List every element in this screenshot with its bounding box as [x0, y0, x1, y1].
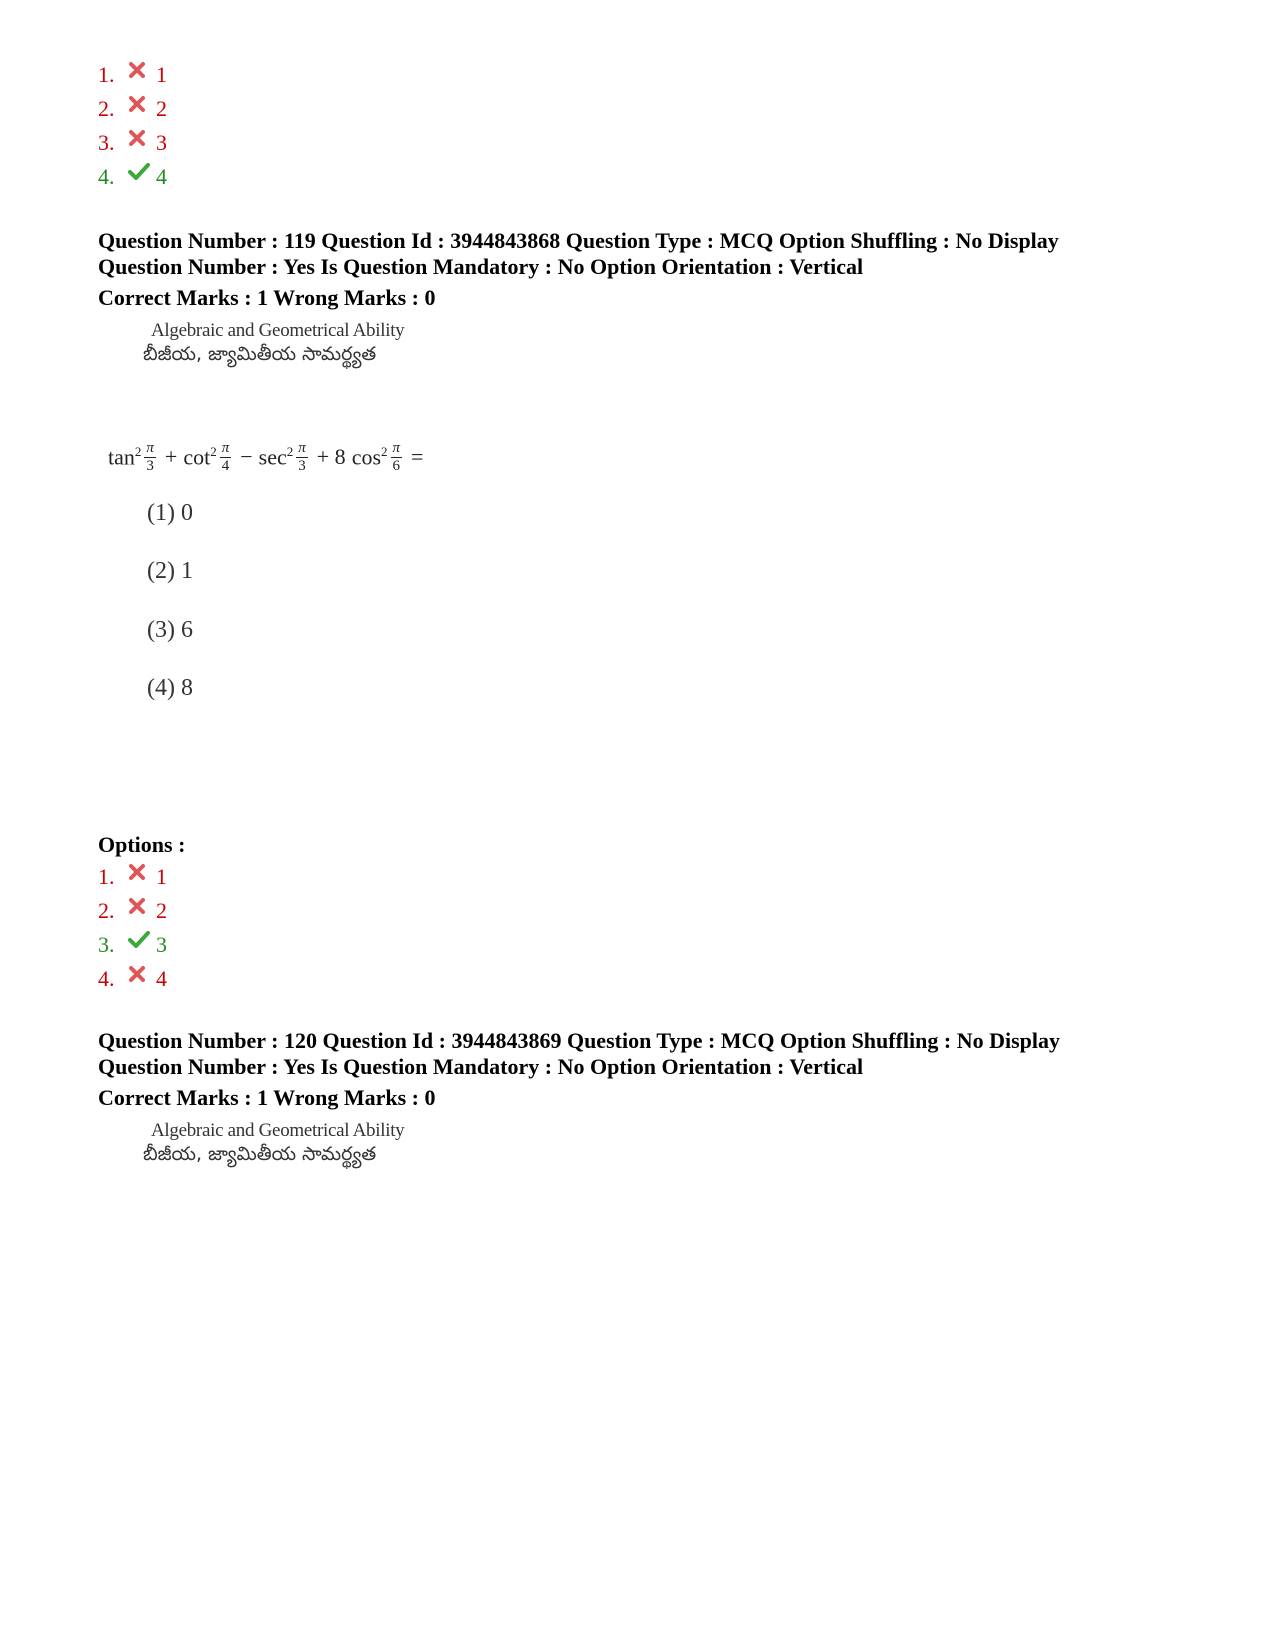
- option-1: 1. 1: [98, 62, 167, 87]
- check-icon: [128, 931, 150, 951]
- question-120-header: [98, 1028, 1060, 1111]
- option-1: 1. 1: [98, 864, 167, 889]
- option-3: 3. 3: [98, 932, 167, 957]
- equation-term-sec: $\sec^2$ $\frac{\pi}{3}$: [258, 439, 306, 474]
- question-120-subject: [143, 1120, 404, 1170]
- options-heading: Options :: [98, 832, 186, 857]
- question-119-options: [98, 860, 167, 996]
- question-meta-line-1: Question Number : 119 Question Id : 3944843868 Question Type : MCQ Option Shuffling : No Display: [98, 228, 1059, 253]
- check-icon: [128, 163, 150, 183]
- subject-telugu: బీజీయ, జ్యామితీయ సామర్థ్యత: [143, 1143, 377, 1165]
- question-meta-line-2: Question Number : Yes Is Question Mandatory : No Option Orientation : Vertical: [98, 1054, 864, 1079]
- equation-term-cot: $\cot^2$ $\frac{\pi}{4}$: [183, 439, 230, 474]
- subject-telugu: బీజీయ, జ్యామితీయ సామర్థ్యత: [143, 343, 377, 365]
- equation-term-cos: $\cos^2$ $\frac{\pi}{6}$: [351, 439, 401, 474]
- question-119-equation: $\tan^2$ $\frac{\pi}{3}$ + $\cot^2$ $\frac{\pi}{4}$ − $\sec^2$ $\frac{\pi}{3}$ + 8 $\cos^2$ $\frac{\pi}{6}$ =: [108, 439, 424, 474]
- cross-icon: [128, 61, 150, 81]
- cross-icon: [128, 897, 150, 917]
- question-meta-line-1: Question Number : 120 Question Id : 3944843869 Question Type : MCQ Option Shuffling : No Display: [98, 1028, 1061, 1053]
- option-3: 3. 3: [98, 130, 167, 155]
- option-4: 4. 4: [98, 966, 167, 991]
- equation-term-tan: $\tan^2$ $\frac{\pi}{3}$: [108, 439, 154, 474]
- choice-1: (1) 0: [147, 500, 193, 526]
- choice-2: (2) 1: [147, 558, 193, 584]
- choice-3: (3) 6: [147, 617, 193, 643]
- option-2: 2. 2: [98, 96, 167, 121]
- choice-4: (4) 8: [147, 675, 193, 701]
- subject-english: Algebraic and Geometrical Ability: [151, 320, 405, 341]
- question-meta-line-2: Question Number : Yes Is Question Mandatory : No Option Orientation : Vertical: [98, 254, 864, 279]
- cross-icon: [128, 129, 150, 149]
- question-119-subject: [143, 320, 404, 370]
- question-119-header: [98, 228, 1059, 311]
- prev-question-options: [98, 58, 167, 194]
- cross-icon: [128, 965, 150, 985]
- subject-english: Algebraic and Geometrical Ability: [151, 1120, 405, 1141]
- cross-icon: [128, 95, 150, 115]
- marks-line: Correct Marks : 1 Wrong Marks : 0: [98, 285, 436, 310]
- cross-icon: [128, 863, 150, 883]
- marks-line: Correct Marks : 1 Wrong Marks : 0: [98, 1085, 436, 1110]
- option-4: 4. 4: [98, 164, 167, 189]
- option-2: 2. 2: [98, 898, 167, 923]
